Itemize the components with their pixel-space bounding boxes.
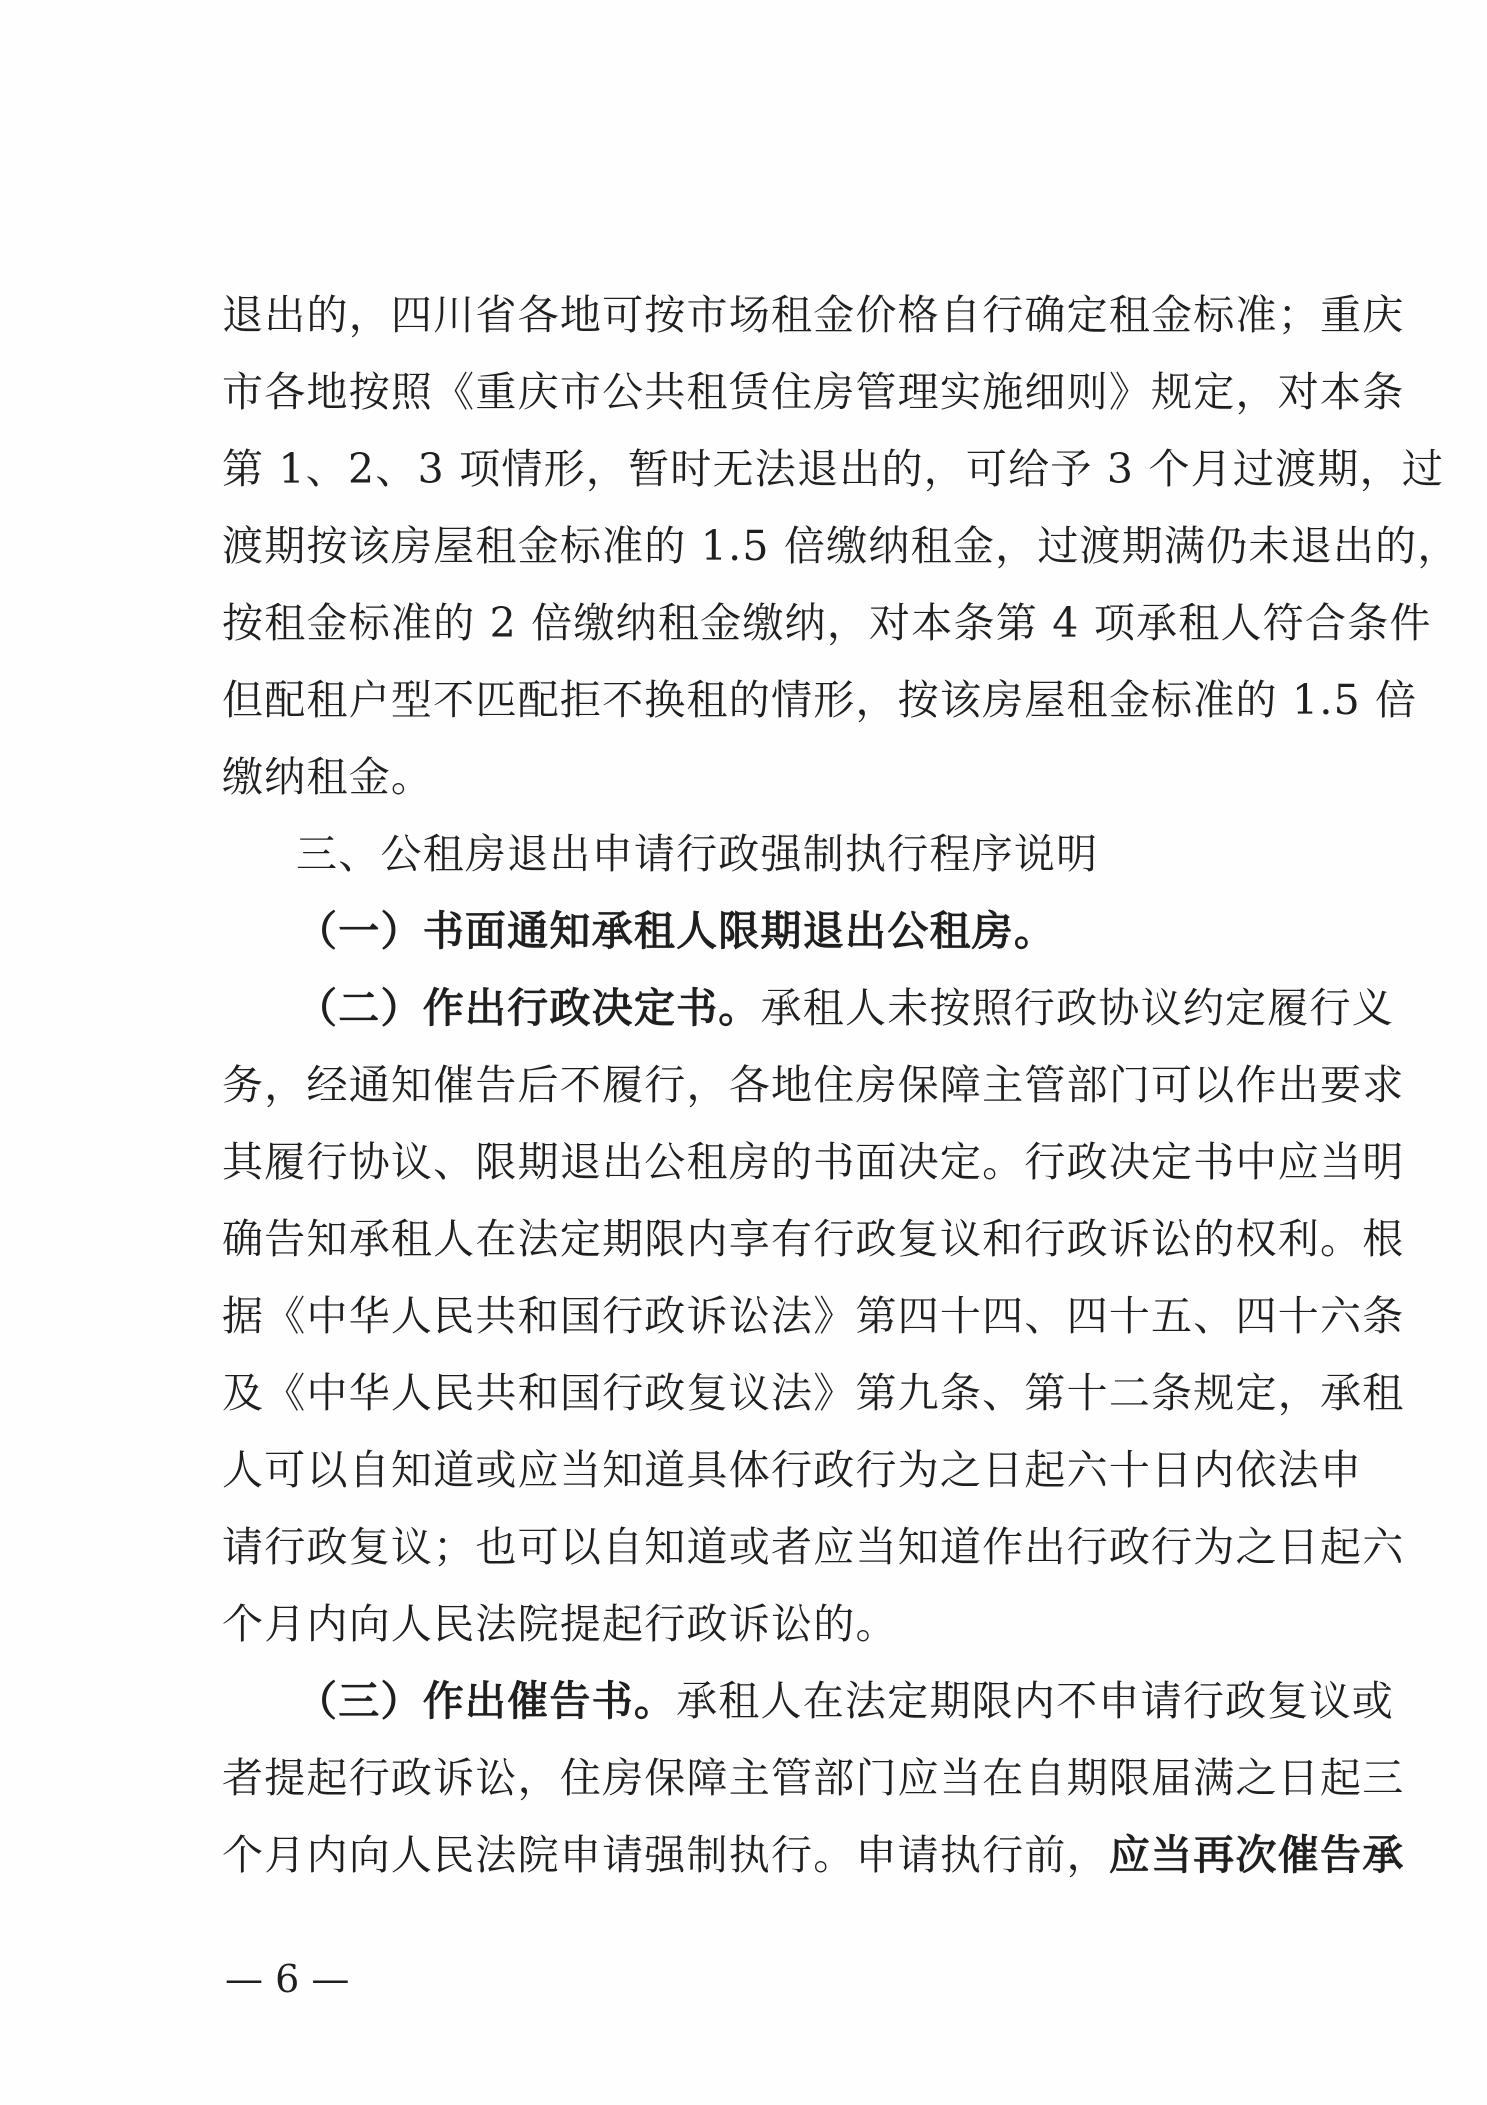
item-3-text: 承租人在法定期限内不申请行政复议或 xyxy=(676,1677,1394,1725)
item-heading-3: （三）作出催告书。 xyxy=(296,1677,677,1725)
paragraph-line: 按租金标准的 2 倍缴纳租金缴纳，对本条第 4 项承租人符合条件 xyxy=(222,599,1432,647)
paragraph-line: 务，经通知催告后不履行，各地住房保障主管部门可以作出要求 xyxy=(222,1061,1405,1109)
paragraph-line: 人可以自知道或应当知道具体行政行为之日起六十日内依法申 xyxy=(222,1446,1363,1494)
item-3-first-line xyxy=(296,1673,1487,1729)
item-2-first-line xyxy=(296,980,1487,1036)
paragraph-line: 者提起行政诉讼，住房保障主管部门应当在自期限届满之日起三 xyxy=(222,1754,1405,1802)
paragraph-line: 个月内向人民法院提起行政诉讼的。 xyxy=(222,1600,898,1648)
paragraph-line: 但配租户型不匹配拒不换租的情形，按该房屋租金标准的 1.5 倍 xyxy=(222,676,1418,724)
paragraph-line-last xyxy=(222,1827,1487,1883)
paragraph-line: 第 1、2、3 项情形，暂时无法退出的，可给予 3 个月过渡期，过 xyxy=(222,445,1445,493)
paragraph-line: 退出的，四川省各地可按市场租金价格自行确定租金标准；重庆 xyxy=(222,291,1405,339)
paragraph-line: 其履行协议、限期退出公租房的书面决定。行政决定书中应当明 xyxy=(222,1138,1405,1186)
page-number: — 6 — xyxy=(225,1957,350,2001)
paragraph-line: 市各地按照《重庆市公共租赁住房管理实施细则》规定，对本条 xyxy=(222,368,1405,416)
item-2-text: 承租人未按照行政协议约定履行义 xyxy=(760,984,1394,1032)
paragraph-line: 请行政复议；也可以自知道或者应当知道作出行政行为之日起六 xyxy=(222,1523,1405,1571)
paragraph-line: 及《中华人民共和国行政复议法》第九条、第十二条规定，承租 xyxy=(222,1369,1405,1417)
paragraph-line: 缴纳租金。 xyxy=(222,753,434,801)
last-line-text: 个月内向人民法院申请强制执行。申请执行前， xyxy=(222,1831,1109,1879)
paragraph-line: 渡期按该房屋租金标准的 1.5 倍缴纳租金，过渡期满仍未退出的， xyxy=(222,522,1460,570)
section-heading: 三、公租房退出申请行政强制执行程序说明 xyxy=(296,830,1099,878)
last-line-emphasis: 应当再次催告承 xyxy=(1108,1831,1405,1879)
paragraph-line: 确告知承租人在法定期限内享有行政复议和行政诉讼的权利。根 xyxy=(222,1215,1405,1263)
item-heading-2: （二）作出行政决定书。 xyxy=(296,984,761,1032)
item-heading-1: （一）书面通知承租人限期退出公租房。 xyxy=(296,907,1057,955)
paragraph-line: 据《中华人民共和国行政诉讼法》第四十四、四十五、四十六条 xyxy=(222,1292,1405,1340)
